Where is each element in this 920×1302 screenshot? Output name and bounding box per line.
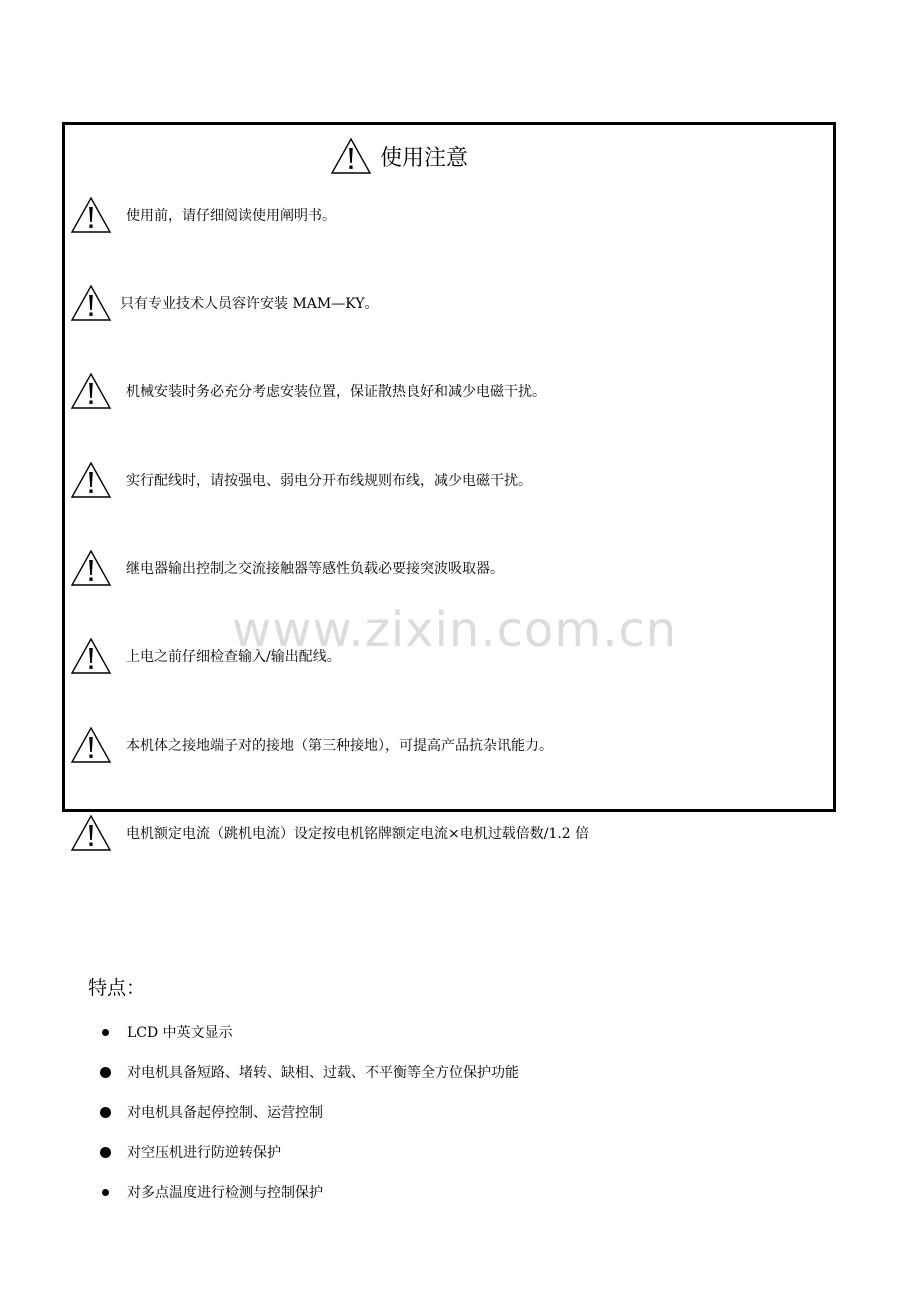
notice-item-text: 本机体之接地端子对的接地（第三种接地），可提高产品抗杂讯能力。 bbox=[126, 738, 553, 754]
notice-title-text: 使用注意 bbox=[380, 145, 469, 171]
warning-icon bbox=[70, 637, 112, 675]
notice-item-text: 只有专业技术人员容许安装 MAM—KY。 bbox=[120, 296, 379, 312]
feature-item bbox=[102, 1100, 323, 1124]
notice-item-text: 电机额定电流（跳机电流）设定按电机铭牌额定电流×电机过载倍数/1.2 倍 bbox=[126, 826, 590, 842]
notice-item bbox=[70, 812, 589, 854]
warning-icon bbox=[70, 196, 112, 234]
feature-text: 对电机具备起停控制、运营控制 bbox=[127, 1105, 323, 1121]
feature-text: 对空压机进行防逆转保护 bbox=[127, 1145, 281, 1161]
notice-item bbox=[70, 547, 504, 589]
feature-text: 对电机具备短路、堵转、缺相、过载、不平衡等全方位保护功能 bbox=[127, 1065, 519, 1081]
features-title: 特点： bbox=[88, 977, 146, 999]
feature-item bbox=[102, 1060, 519, 1084]
warning-icon bbox=[70, 726, 112, 764]
bullet-icon bbox=[100, 1067, 111, 1078]
notice-item bbox=[70, 635, 341, 677]
feature-item bbox=[102, 1020, 233, 1044]
notice-item-text: 实行配线时，请按强电、弱电分开布线规则布线，减少电磁干扰。 bbox=[126, 473, 532, 489]
watermark: www.zixin.com.cn bbox=[232, 602, 678, 658]
feature-text: LCD 中英文显示 bbox=[127, 1025, 233, 1041]
notice-item-text: 机械安装时务必充分考虑安装位置，保证散热良好和减少电磁干扰。 bbox=[126, 384, 546, 400]
notice-item-text: 继电器输出控制之交流接触器等感性负载必要接突波吸取器。 bbox=[126, 561, 504, 577]
feature-item bbox=[102, 1180, 323, 1204]
bullet-icon bbox=[100, 1147, 111, 1158]
feature-text: 对多点温度进行检测与控制保护 bbox=[127, 1185, 323, 1201]
notice-title bbox=[330, 136, 468, 176]
feature-item bbox=[102, 1140, 281, 1164]
notice-item-text: 上电之前仔细检查输入/输出配线。 bbox=[126, 649, 341, 665]
warning-icon bbox=[70, 284, 112, 322]
warning-icon bbox=[70, 372, 112, 410]
notice-item bbox=[70, 724, 553, 766]
notice-item bbox=[70, 194, 336, 236]
warning-icon bbox=[70, 814, 112, 852]
warning-icon bbox=[70, 461, 112, 499]
notice-item-text: 使用前，请仔细阅读使用阐明书。 bbox=[126, 208, 336, 224]
bullet-icon bbox=[102, 1029, 109, 1036]
bullet-icon bbox=[102, 1189, 109, 1196]
notice-item bbox=[70, 459, 532, 501]
warning-icon bbox=[70, 549, 112, 587]
warning-icon bbox=[330, 137, 372, 175]
notice-item bbox=[70, 282, 379, 324]
notice-item bbox=[70, 370, 546, 412]
bullet-icon bbox=[100, 1107, 111, 1118]
